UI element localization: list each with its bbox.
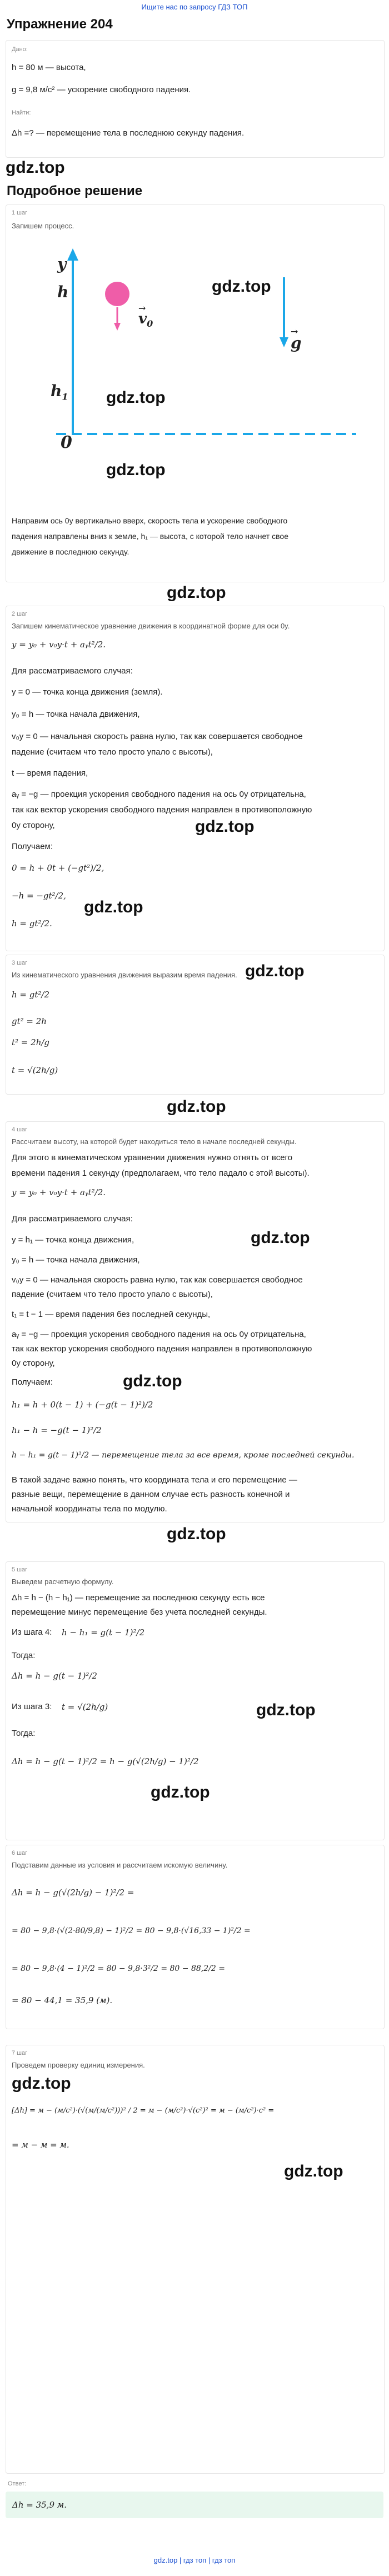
exercise-title: Упражнение 204 bbox=[7, 17, 113, 32]
step-4-line-1: y = h₁ — точка конца движения, bbox=[12, 1235, 134, 1245]
step-4-case: Для рассматриваемого случая: bbox=[12, 1214, 133, 1224]
step-5-from-4-label: Из шага 4: bbox=[12, 1628, 52, 1637]
step-5-intro: Выведем расчетную формулу. bbox=[12, 1577, 114, 1586]
step-7-eq-1: [Δh] = м − (м/с²)·(√(м/(м/с²)))² / 2 = м − (м/с²)·√(с²)² = м − (м/с²)·с² = bbox=[12, 2106, 275, 2115]
watermark: gdz.top bbox=[106, 461, 166, 479]
step-7-label: 7 шаг bbox=[12, 2050, 28, 2056]
step-4-text-2: времени падения 1 секунду (предполагаем, что тело падало с этой высоты). bbox=[12, 1169, 310, 1178]
step-2-line-1: y = 0 — точка конца движения (земля). bbox=[12, 687, 163, 697]
step-4-line-5b: так как вектор ускорения свободного падения направлен в противоположную bbox=[12, 1344, 312, 1354]
v0-label: → $v_0$ bbox=[138, 303, 153, 330]
step-5-eq-2: h − h₁ = g(t − 1)²/2 bbox=[62, 1628, 145, 1638]
watermark: gdz.top bbox=[167, 583, 226, 602]
step-6-eq-2: = 80 − 9,8·(√(2·80/9,8) − 1)²/2 = 80 − 9,8·(√16,33 − 1)²/2 = bbox=[12, 1926, 251, 1935]
step-4-line-4: t₁ = t − 1 — время падения без последней секунды, bbox=[12, 1310, 211, 1319]
watermark: gdz.top bbox=[212, 277, 271, 296]
watermark: gdz.top bbox=[251, 1229, 310, 1247]
step-1-intro: Запишем процесс. bbox=[12, 222, 74, 230]
step-1-text-2: падения направлены вниз к земле, h₁ — высота, с которой тело начнет свое bbox=[12, 532, 288, 541]
origin-zero-label: 0 bbox=[61, 433, 72, 452]
watermark: gdz.top bbox=[256, 1701, 316, 1719]
answer-box bbox=[6, 2492, 383, 2518]
step-2-line-4: t — время падения, bbox=[12, 768, 88, 778]
step-3-eq-1: h = gt²/2 bbox=[12, 990, 50, 1000]
answer-label: Ответ: bbox=[8, 2480, 27, 2487]
height-h1-label: $h_1$ bbox=[51, 382, 68, 402]
step-4-line-3b: падение (считаем что тело просто упало с высоты), bbox=[12, 1290, 213, 1299]
watermark: gdz.top bbox=[195, 817, 255, 836]
watermark: gdz.top bbox=[151, 1783, 210, 1801]
watermark: gdz.top bbox=[245, 962, 305, 980]
step-5-label: 5 шаг bbox=[12, 1566, 28, 1573]
step-3-label: 3 шаг bbox=[12, 960, 28, 966]
given-line-1: h = 80 м — высота, bbox=[12, 63, 86, 72]
step-2-label: 2 шаг bbox=[12, 611, 28, 617]
step-4-text-3: В такой задаче важно понять, что координата тела и его перемещение — bbox=[12, 1475, 297, 1485]
step-4-text-5: начальной координаты тела по модулю. bbox=[12, 1504, 167, 1514]
step-7-card bbox=[6, 2045, 385, 2474]
find-label: Найти: bbox=[12, 109, 31, 116]
step-2-get: Получаем: bbox=[12, 842, 53, 851]
step-4-line-3: v₀y = 0 — начальная скорость равна нулю, так как совершается свободное bbox=[12, 1275, 303, 1285]
step-4-intro: Рассчитаем высоту, на которой будет находиться тело в начале последней секунды. bbox=[12, 1137, 297, 1146]
step-2-case: Для рассматриваемого случая: bbox=[12, 666, 133, 676]
step-4-eq-3: h − h₁ = g(t − 1)²/2 — перемещение тела за все время, кроме последней секунды. bbox=[12, 1451, 355, 1460]
watermark: gdz.top bbox=[12, 2074, 71, 2093]
step-3-intro: Из кинематического уравнения движения выразим время падения. bbox=[12, 971, 237, 979]
find-line: Δh =? — перемещение тела в последнюю секунду падения. bbox=[12, 128, 245, 138]
step-4-line-5c: 0y сторону, bbox=[12, 1359, 55, 1368]
step-6-eq-1: Δh = h − g(√(2h/g) − 1)²/2 = bbox=[12, 1888, 134, 1898]
step-3-eq-3: t² = 2h/g bbox=[12, 1037, 50, 1047]
answer-text: Δh = 35,9 м. bbox=[12, 2500, 67, 2510]
given-card bbox=[6, 40, 385, 158]
footer-links[interactable]: gdz.top | гдз топ | гдз топ bbox=[153, 2556, 236, 2564]
step-7-eq-2: = м − м = м. bbox=[12, 2140, 69, 2150]
watermark: gdz.top bbox=[6, 158, 65, 177]
step-2-line-3b: падение (считаем что тело просто упало с высоты), bbox=[12, 747, 213, 757]
step-6-card bbox=[6, 1845, 385, 2029]
step-1-text-1: Направим ось 0y вертикально вверх, скорость тела и ускорение свободного bbox=[12, 516, 288, 525]
given-line-2: g = 9,8 м/с² — ускорение свободного падения. bbox=[12, 85, 191, 94]
step-2-eq-1: 0 = h + 0t + (−gt²)/2, bbox=[12, 863, 104, 873]
step-2-line-3: v₀y = 0 — начальная скорость равна нулю, так как совершается свободное bbox=[12, 732, 303, 741]
step-1-text-3: движение в последнюю секунду. bbox=[12, 547, 129, 556]
top-banner-link[interactable]: Ищите нас по запросу ГДЗ ТОП bbox=[141, 3, 248, 11]
watermark: gdz.top bbox=[84, 898, 143, 916]
axis-y-label: y bbox=[57, 255, 67, 273]
step-5-card bbox=[6, 1561, 385, 1840]
step-2-line-5: aᵧ = −g — проекция ускорения свободного падения на ось 0y отрицательна, bbox=[12, 790, 306, 799]
step-4-get: Получаем: bbox=[12, 1377, 53, 1387]
step-2-line-2: y₀ = h — точка начала движения, bbox=[12, 710, 140, 719]
step-5-from-3-label: Из шага 3: bbox=[12, 1702, 52, 1711]
gravity-arrowhead bbox=[280, 337, 288, 347]
step-4-text-4: разные вещи, перемещение в данном случае есть разность конечной и bbox=[12, 1490, 290, 1499]
watermark: gdz.top bbox=[167, 1097, 226, 1116]
step-3-eq-2: gt² = 2h bbox=[12, 1016, 47, 1026]
step-7-intro: Проведем проверку единиц измерения. bbox=[12, 2061, 145, 2069]
step-5-eq-3: Δh = h − g(t − 1)²/2 bbox=[12, 1671, 97, 1681]
g-vector-label: → g bbox=[291, 326, 302, 352]
step-6-eq-4: = 80 − 44,1 = 35,9 (м). bbox=[12, 1995, 113, 2005]
step-2-equation: y = y₀ + v₀y·t + aᵧt²/2. bbox=[12, 640, 106, 650]
step-2-line-5c: 0y сторону, bbox=[12, 821, 55, 830]
step-6-eq-3: = 80 − 9,8·(4 − 1)²/2 = 80 − 9,8·3²/2 = 80 − 88,2/2 = bbox=[12, 1964, 225, 1973]
step-2-line-5b: так как вектор ускорения свободного падения направлен в противоположную bbox=[12, 805, 312, 815]
height-h-label: h bbox=[57, 283, 69, 301]
velocity-arrowhead bbox=[114, 323, 121, 331]
step-1-label: 1 шаг bbox=[12, 209, 28, 216]
solution-heading: Подробное решение bbox=[7, 183, 143, 198]
given-label: Дано: bbox=[12, 46, 28, 53]
step-5-eq-5: Δh = h − g(t − 1)²/2 = h − g(√(2h/g) − 1)²/2 bbox=[12, 1756, 199, 1766]
step-2-eq-2: −h = −gt²/2, bbox=[12, 891, 66, 901]
watermark: gdz.top bbox=[106, 388, 166, 407]
step-3-card bbox=[6, 955, 385, 1095]
step-4-line-5: aᵧ = −g — проекция ускорения свободного падения на ось 0y отрицательна, bbox=[12, 1330, 306, 1339]
step-4-text-1: Для этого в кинематическом уравнении движения нужно отнять от всего bbox=[12, 1153, 293, 1162]
step-5-then: Тогда: bbox=[12, 1651, 36, 1660]
step-4-label: 4 шаг bbox=[12, 1126, 28, 1133]
step-5-then-2: Тогда: bbox=[12, 1729, 36, 1738]
step-4-line-2: y₀ = h — точка начала движения, bbox=[12, 1255, 140, 1265]
step-4-equation: y = y₀ + v₀y·t + aᵧt²/2. bbox=[12, 1187, 106, 1197]
ball bbox=[105, 282, 129, 306]
watermark: gdz.top bbox=[284, 2162, 343, 2180]
step-3-eq-4: t = √(2h/g) bbox=[12, 1065, 58, 1075]
watermark: gdz.top bbox=[167, 1525, 226, 1543]
step-6-intro: Подставим данные из условия и рассчитаем искомую величину. bbox=[12, 1861, 228, 1869]
y-axis-arrowhead bbox=[67, 248, 78, 261]
step-5-eq-4: t = √(2h/g) bbox=[62, 1702, 108, 1712]
step-6-label: 6 шаг bbox=[12, 1850, 28, 1856]
step-1-card bbox=[6, 204, 385, 582]
watermark: gdz.top bbox=[123, 1372, 182, 1390]
step-2-eq-3: h = gt²/2. bbox=[12, 918, 52, 928]
step-2-intro: Запишем кинематическое уравнение движения в координатной форме для оси 0y. bbox=[12, 622, 290, 630]
step-2-card bbox=[6, 606, 385, 951]
step-4-card bbox=[6, 1121, 385, 1522]
step-4-eq-2: h₁ − h = −g(t − 1)²/2 bbox=[12, 1425, 102, 1435]
step-5-eq-1: Δh = h − (h − h₁) — перемещение за последнюю секунду есть все bbox=[12, 1593, 265, 1602]
step-5-eq-1b: перемещение минус перемещение без учета последней секунды. bbox=[12, 1607, 267, 1617]
step-4-eq-1: h₁ = h + 0(t − 1) + (−g(t − 1)²)/2 bbox=[12, 1400, 153, 1410]
